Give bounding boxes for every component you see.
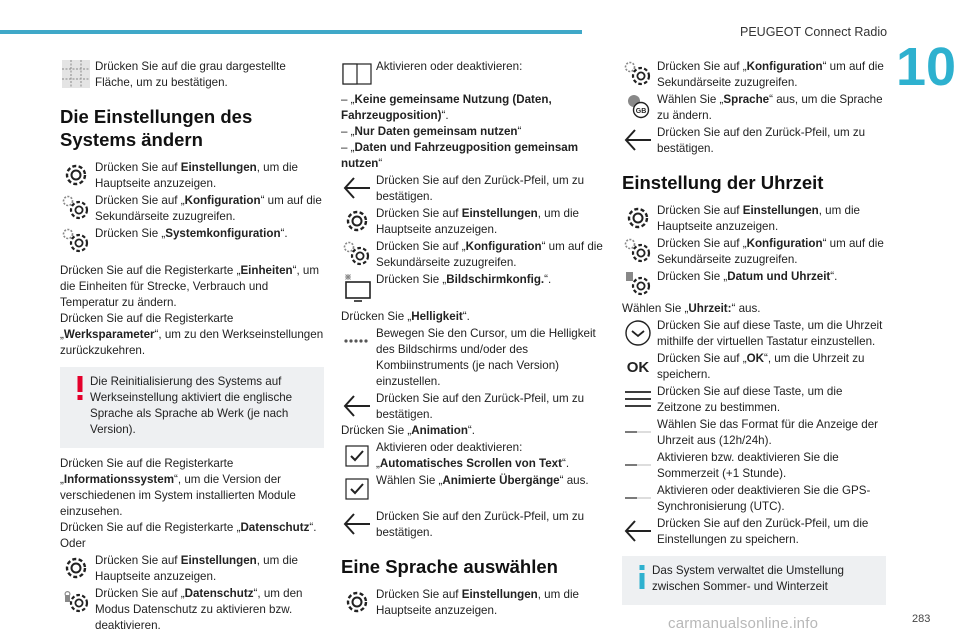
paragraph (622, 301, 886, 317)
info-box (622, 556, 886, 605)
instruction-text: Drücken Sie auf den Zurück-Pfeil, um zu bestätigen. (376, 173, 585, 203)
text: Drücken Sie „ (95, 227, 166, 241)
screen-config-icon (341, 271, 373, 303)
text: Drücken Sie „ (376, 272, 447, 286)
warning-text: Die Reinitialisierung des Systems auf Werkseinstellung aktiviert die englische Sprache als Sprache ab Werk (je nach Version). (90, 375, 293, 437)
warning-box (60, 367, 324, 448)
option-line (341, 92, 605, 124)
instruction-row (622, 58, 886, 91)
instruction-row (622, 350, 886, 383)
back-arrow-icon (622, 515, 654, 547)
text: “ um auf die Sekundärseite zuzugreifen. (657, 60, 884, 89)
bold-term: Informationssystem (63, 472, 175, 486)
instruction-row (622, 515, 886, 548)
text: “, um den Modus Datenschutz zu aktivieren bzw. deaktivieren. (95, 586, 303, 632)
text: Drücken Sie „ (341, 309, 412, 323)
text: “ aus, um die Sprache zu ändern. (657, 92, 883, 122)
instruction-row (60, 159, 324, 192)
slider-dots-icon (341, 325, 373, 357)
text: , um die Hauptseite anzuzeigen. (657, 204, 860, 234)
instruction-row (341, 439, 605, 472)
instruction-row (622, 91, 886, 124)
language-badge-label: GB (635, 107, 647, 115)
instruction-row (341, 172, 605, 205)
bold-term: Systemkonfiguration (165, 227, 281, 241)
back-arrow-icon (341, 172, 373, 204)
gear-icon (60, 552, 92, 584)
bold-term: Konfiguration (746, 60, 823, 73)
instruction-row (341, 205, 605, 238)
text: “. (561, 456, 570, 470)
watermark: carmanualsonline.info (668, 615, 819, 632)
instruction-text: Aktivieren oder deaktivieren Sie die GPS-Synchronisierung (UTC). (657, 483, 871, 513)
text: Wählen Sie „ (622, 301, 689, 315)
gps-sync-toggle-icon (622, 482, 654, 514)
text: “. (441, 108, 449, 122)
instruction-text: Aktivieren oder deaktivieren: (376, 60, 523, 73)
instruction-row (60, 192, 324, 225)
gear-icon (341, 205, 373, 237)
chapter-number: 10 (896, 37, 957, 97)
instruction-row (622, 449, 886, 482)
text: “ um auf die Sekundärseite zuzugreifen. (95, 194, 322, 224)
text: “. (462, 309, 470, 323)
text: , um die Hauptseite anzuzeigen. (376, 206, 579, 236)
instruction-row (341, 271, 605, 303)
back-arrow-icon (341, 390, 373, 422)
text: Drücken Sie auf die Registerkarte „ (60, 457, 234, 486)
bold-term: Animation (411, 423, 468, 437)
text: “ aus. (731, 301, 761, 315)
text: “ aus. (559, 473, 589, 487)
bold-term: Datenschutz (184, 586, 254, 600)
text: Drücken Sie auf die Registerkarte „ (60, 264, 241, 278)
section-title: Die Einstellungen des Systems ändern (60, 105, 253, 151)
option-line (341, 124, 605, 140)
instruction-row (622, 416, 886, 449)
system-configuration-icon (60, 225, 92, 257)
header-bar (0, 30, 582, 34)
instruction-row (60, 552, 324, 585)
bold-term: Konfiguration (746, 237, 823, 250)
text: , um die Hauptseite anzuzeigen. (95, 161, 298, 191)
text: “ (378, 156, 383, 170)
menu-list-icon (622, 383, 654, 415)
privacy-icon (60, 585, 92, 617)
instruction-row (622, 124, 886, 157)
paragraph (60, 520, 324, 536)
text: “, um die Version der verschiedenen im System installierten Module einzusehen. (60, 472, 296, 518)
ok-button-icon (622, 350, 654, 382)
instruction-row (341, 390, 605, 423)
option-line (341, 140, 605, 172)
chevron-down-icon (622, 317, 654, 349)
text: “. (544, 272, 552, 286)
section-title: Eine Sprache auswählen (341, 555, 558, 577)
language-icon (622, 91, 654, 123)
back-arrow-icon (622, 124, 654, 156)
paragraph: Oder (60, 536, 86, 550)
configuration-gears-icon (622, 58, 654, 90)
text: Wählen Sie „ (376, 473, 443, 487)
text: “, um die Einheiten für Strecke, Verbrauch und Temperatur zu ändern. (60, 264, 320, 310)
instruction-row (622, 268, 886, 300)
instruction-row (622, 202, 886, 235)
column-2 (341, 58, 605, 619)
bold-term: Bildschirmkonfig. (446, 272, 545, 286)
instruction-row (622, 383, 886, 416)
bold-term: Nur Daten gemeinsam nutzen (354, 124, 518, 138)
text: “, um zu den Werkseinstellungen zurückzukehren. (60, 328, 324, 358)
text: “ um auf die Sekundärseite zuzugreifen. (376, 239, 603, 269)
page-header-title: PEUGEOT Connect Radio (740, 25, 888, 39)
instruction-text: Drücken Sie auf den Zurück-Pfeil, um die Einstellungen zu speichern. (657, 516, 869, 546)
text: – „ (341, 93, 355, 106)
instruction-text: Drücken Sie auf den Zurück-Pfeil, um zu bestätigen. (657, 125, 866, 155)
instruction-text: Bewegen Sie den Cursor, um die Helligkeit des Bildschirms und/oder des Kombiinstruments (je nach Version) einzustellen. (376, 326, 596, 388)
bold-term: Einheiten (240, 264, 293, 278)
text: Drücken Sie auf (95, 553, 181, 567)
text: Drücken Sie auf „ (657, 351, 747, 365)
bold-term: Einstellungen (180, 161, 257, 175)
text: Drücken Sie „ (657, 269, 728, 283)
bold-term: Animierte Übergänge (442, 473, 560, 487)
text: “ (517, 124, 522, 138)
instruction-row (341, 238, 605, 271)
text: Drücken Sie auf „ (95, 586, 185, 600)
gear-icon (60, 159, 92, 191)
gear-icon (622, 202, 654, 234)
text: , um die Hauptseite anzuzeigen. (95, 553, 298, 583)
gear-icon (341, 586, 373, 618)
grid-area-icon (60, 58, 92, 90)
text: Drücken Sie auf „ (657, 237, 747, 250)
bold-term: OK (746, 351, 764, 365)
section-title: Einstellung der Uhrzeit (622, 171, 824, 193)
text: Drücken Sie auf „ (657, 60, 747, 73)
paragraph (60, 263, 324, 311)
paragraph (60, 456, 324, 520)
instruction-row (622, 482, 886, 515)
text: Drücken Sie auf „ (376, 239, 466, 253)
instruction-text: Drücken Sie auf den Zurück-Pfeil, um zu bestätigen. (376, 509, 585, 539)
instruction-row (60, 58, 324, 91)
toggle-switch-icon (341, 58, 373, 90)
bold-term: Daten und Fahrzeugposition gemeinsam nutzen (341, 140, 579, 170)
instruction-row (60, 585, 324, 634)
instruction-row (341, 58, 605, 90)
instruction-text: Drücken Sie auf die grau dargestellte Fläche, um zu bestätigen. (95, 60, 286, 89)
text: Drücken Sie auf (376, 587, 462, 601)
bold-term: Konfiguration (184, 194, 261, 208)
back-arrow-icon (341, 508, 373, 540)
info-icon (638, 565, 646, 594)
summer-time-toggle-icon (622, 449, 654, 481)
column-1 (60, 58, 324, 634)
page-number: 283 (912, 613, 931, 625)
text: Wählen Sie „ (657, 92, 724, 106)
text: “. (830, 269, 838, 283)
instruction-row (622, 235, 886, 268)
bold-term: Einstellungen (461, 587, 538, 601)
instruction-text: Aktivieren bzw. deaktivieren Sie die Sommerzeit (+1 Stunde). (657, 450, 839, 480)
instruction-row (341, 586, 605, 619)
paragraph (341, 423, 605, 439)
info-text: Das System verwaltet die Umstellung zwischen Sommer- und Winterzeit (652, 563, 845, 593)
text: Drücken Sie auf (376, 206, 462, 220)
checkbox-icon (341, 472, 373, 504)
configuration-gears-icon (622, 235, 654, 267)
instruction-row (341, 508, 605, 541)
configuration-gears-icon (341, 238, 373, 270)
bold-term: Werksparameter (63, 328, 155, 342)
format-toggle-icon (622, 416, 654, 448)
bold-term: Keine gemeinsame Nutzung (Daten, Fahrzeugposition) (341, 93, 552, 122)
text: “. (467, 423, 476, 437)
bold-term: Einstellungen (180, 553, 257, 567)
bold-term: Datum und Uhrzeit (727, 269, 831, 283)
text: Drücken Sie auf (657, 204, 743, 218)
text: Drücken Sie auf „ (95, 194, 185, 208)
text: Drücken Sie auf (95, 161, 181, 175)
text: Aktivieren oder deaktivieren: „ (376, 440, 523, 470)
text: “ um auf die Sekundärseite zuzugreifen. (657, 237, 884, 266)
bold-term: Datenschutz (240, 520, 310, 534)
instruction-row (60, 225, 324, 257)
instruction-text: Drücken Sie auf diese Taste, um die Zeitzone zu bestimmen. (657, 384, 843, 414)
text: – „ (341, 140, 355, 154)
instruction-row (341, 325, 605, 390)
bold-term: Einstellungen (461, 206, 538, 220)
paragraph (60, 311, 324, 359)
instruction-row (622, 317, 886, 350)
instruction-row (341, 472, 605, 504)
configuration-gears-icon (60, 192, 92, 224)
date-time-icon (622, 268, 654, 300)
text: , um die Hauptseite anzuzeigen. (376, 587, 579, 617)
bold-term: Einstellungen (742, 204, 819, 218)
text: – „ (341, 124, 355, 138)
bold-term: Automatisches Scrollen von Text (379, 456, 562, 470)
paragraph (341, 309, 605, 325)
column-3 (622, 58, 886, 613)
text: Drücken Sie auf die Registerkarte „ (60, 312, 234, 342)
bold-term: Konfiguration (465, 239, 542, 253)
checkbox-icon (341, 439, 373, 471)
text: “, um die Uhrzeit zu speichern. (657, 351, 865, 381)
instruction-text: Drücken Sie auf den Zurück-Pfeil, um zu bestätigen. (376, 391, 585, 421)
bold-term: Helligkeit (411, 309, 463, 323)
text: “. (280, 227, 288, 241)
text: Drücken Sie „ (341, 423, 412, 437)
text: Drücken Sie auf die Registerkarte „ (60, 520, 241, 534)
ok-icon-label: OK (626, 358, 650, 376)
text: “. (309, 520, 317, 534)
bold-term: Uhrzeit: (688, 301, 732, 315)
warning-icon (76, 376, 84, 405)
instruction-text: Drücken Sie auf diese Taste, um die Uhrzeit mithilfe der virtuellen Tastatur einzustellen. (657, 318, 883, 348)
bold-term: Sprache (723, 92, 770, 106)
instruction-text: Wählen Sie das Format für die Anzeige der Uhrzeit aus (12h/24h). (657, 417, 879, 447)
